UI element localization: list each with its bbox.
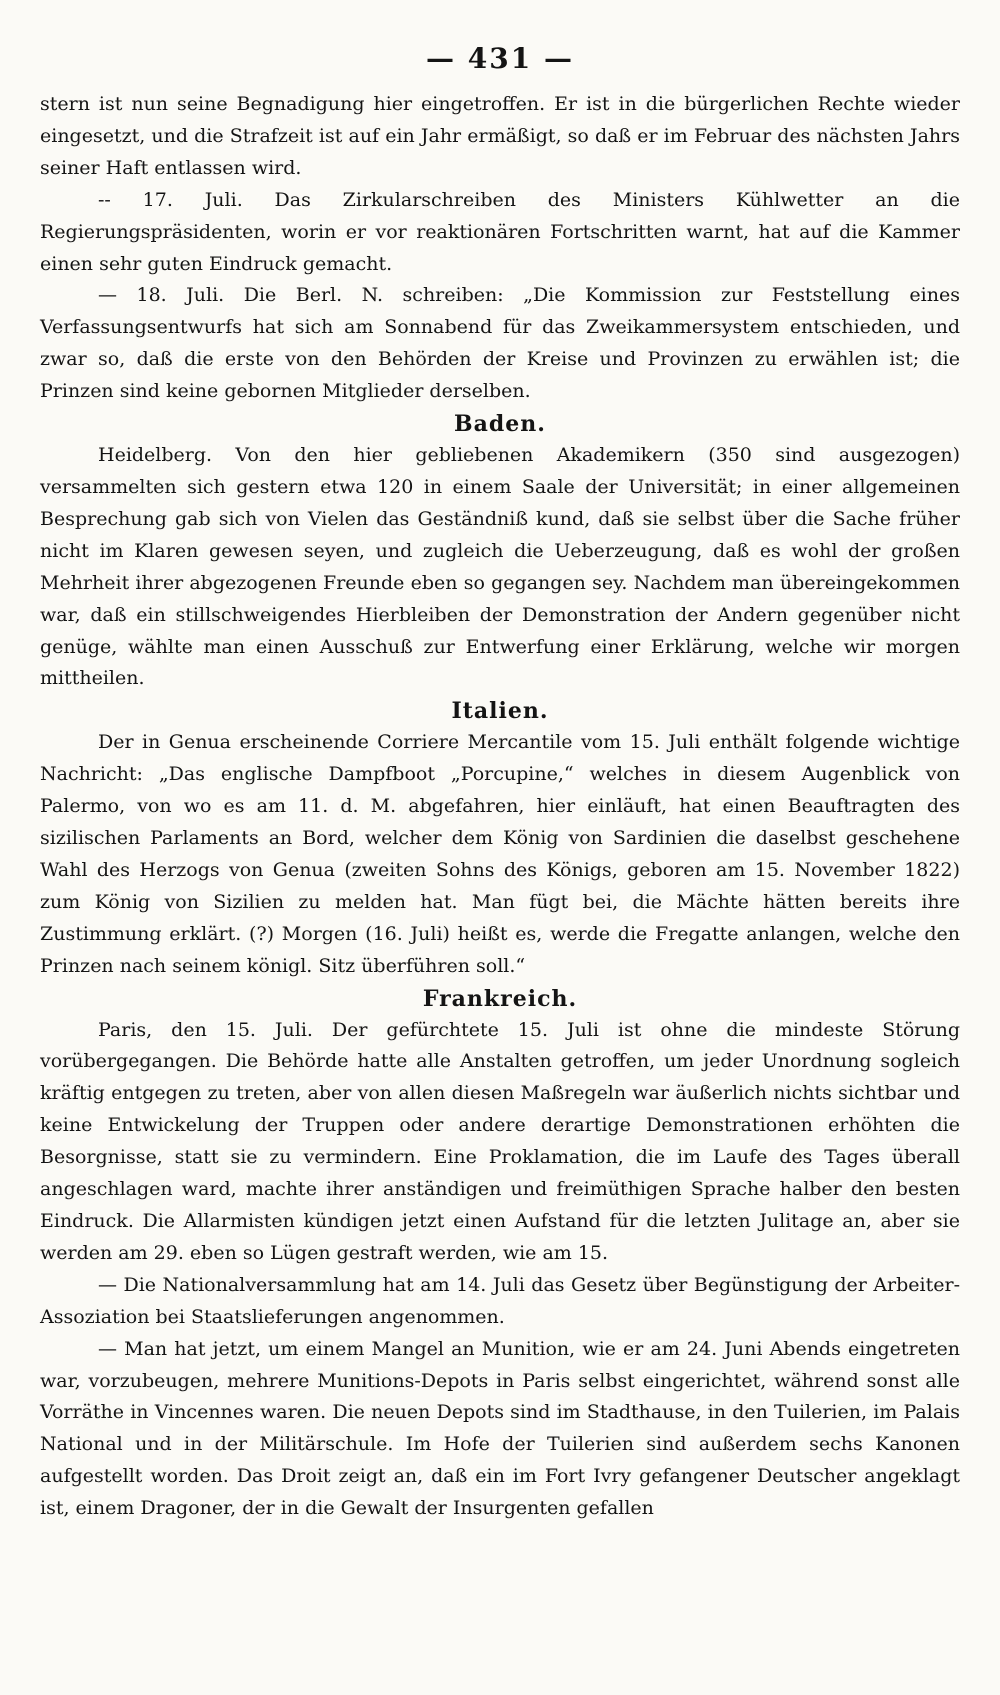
section-heading-frankreich: Frankreich. <box>422 985 578 1012</box>
section-heading-italien: Italien. <box>451 698 549 725</box>
paragraph-begnadigung: stern ist nun seine Begnadigung hier eingetroffen. Er ist in die bürgerlichen Rechte wieder eingesetzt, und die Strafzeit ist auf ein Jahr ermäßigt, so daß er im Februar des nächsten Jahrs seiner Haft entlassen wird. <box>40 93 960 179</box>
paragraph-17-juli: -- 17. Juli. Das Zirkularschreiben des Ministers Kühlwetter an die Regierungspräsidenten, worin er vor reaktionären Fortschritten warnt, hat auf die Kammer einen sehr guten Eindruck gemacht. <box>40 188 960 275</box>
paragraph-heidelberg: Heidelberg. Von den hier gebliebenen Akademikern (350 sind ausgezogen) versammelten sich gestern etwa 120 in einem Saale der Universität; in einer allgemeinen Besprechung gab sich von Vielen das Geständniß kund, daß sie selbst über die Sache früher nicht im Klaren gewesen seyen, und zugleich die Ueberzeugung, daß es wohl der großen Mehrheit ihrer abgezogenen Freunde eben so gegangen sey. Nachdem man übereingekommen war, daß ein stillschweigendes Hierbleiben der Demonstration der Andern gegenüber nicht genüge, wählte man einen Ausschuß zur Entwerfung einer Erklärung, welche wir morgen mittheilen. <box>40 444 960 690</box>
paragraph-munition: — Man hat jetzt, um einem Mangel an Munition, wie er am 24. Juni Abends eingetreten war, vorzubeugen, mehrere Munitions-Depots in Paris selbst eingerichtet, während sonst alle Vorräthe in Vincennes waren. Die neuen Depots sind im Stadthause, in den Tuilerien, im Palais National und in der Militärschule. Im Hofe der Tuilerien sind außerdem sechs Kanonen aufgestellt worden. Das Droit zeigt an, daß ein im Fort Ivry gefangener Deutscher angeklagt ist, einem Dragoner, der in die Gewalt der Insurgenten gefallen <box>40 1337 960 1520</box>
section-heading-baden: Baden. <box>454 411 546 438</box>
paragraph-18-juli: — 18. Juli. Die Berl. N. schreiben: „Die Kommission zur Feststellung eines Verfassungsentwurfs hat sich am Sonnabend für das Zweikammersystem entschieden, und zwar so, daß die erste von den Behörden der Kreise und Provinzen zu erwählen ist; die Prinzen sind keine gebornen Mitglieder derselben. <box>40 284 960 403</box>
page-number: — 431 — <box>426 42 574 75</box>
paragraph-genua: Der in Genua erscheinende Corriere Mercantile vom 15. Juli enthält folgende wichtige Nachricht: „Das englische Dampfboot „Porcupine,“ welches in diesem Augenblick von Palermo, von wo es am 11. d. M. abgefahren, hier einläuft, hat einen Beauftragten des sizilischen Parlaments an Bord, welcher dem König von Sardinien die daselbst geschehene Wahl des Herzogs von Genua (zweiten Sohns des Königs, geboren am 15. November 1822) zum König von Sizilien zu melden hat. Man fügt bei, die Mächte hätten bereits ihre Zustimmung erklärt. (?) Morgen (16. Juli) heißt es, werde die Fregatte anlangen, welche den Prinzen nach seinem königl. Sitz überführen soll.“ <box>40 731 960 977</box>
paragraph-nationalversammlung: — Die Nationalversammlung hat am 14. Juli das Gesetz über Begünstigung der Arbeiter-Assoziation bei Staatslieferungen angenommen. <box>40 1273 960 1328</box>
paragraph-paris: Paris, den 15. Juli. Der gefürchtete 15. Juli ist ohne die mindeste Störung vorübergegangen. Die Behörde hatte alle Anstalten getroffen, um jeder Unordnung sogleich kräftig entgegen zu treten, aber von allen diesen Maßregeln war äußerlich nichts sichtbar und keine Entwickelung der Truppen oder andere derartige Demonstrationen erhöhten die Besorgnisse, statt sie zu vermindern. Eine Proklamation, die im Laufe des Tages überall angeschlagen ward, machte ihrer anständigen und freimüthigen Sprache halber den besten Eindruck. Die Allarmisten kündigen jetzt einen Aufstand für die letzten Julitage an, aber sie werden am 29. eben so Lügen gestraft werden, wie am 15. <box>40 1018 960 1264</box>
